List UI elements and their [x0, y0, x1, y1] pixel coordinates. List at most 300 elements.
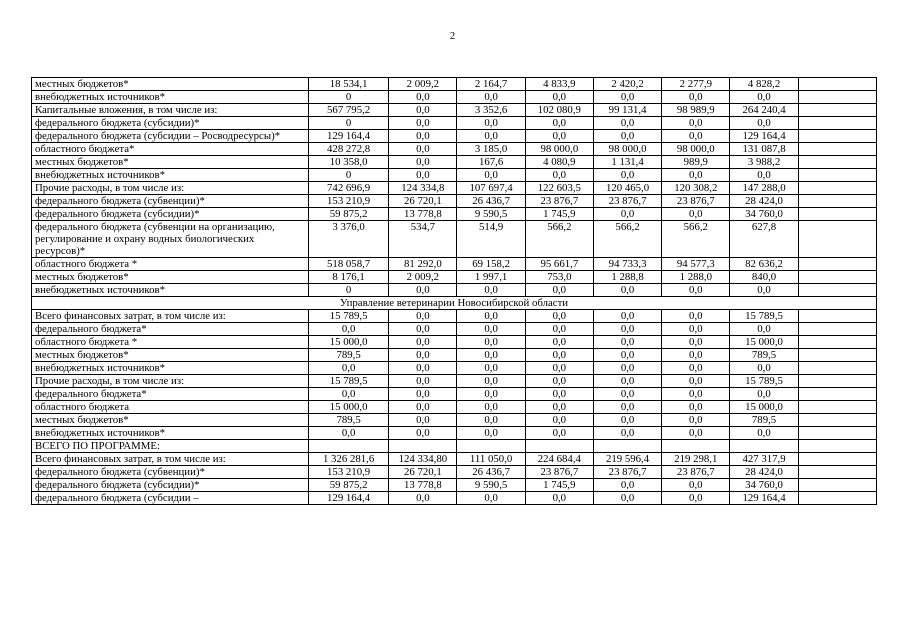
value-cell: 98 000,0 — [525, 143, 593, 156]
value-cell: 0,0 — [662, 479, 730, 492]
value-cell: 2 164,7 — [457, 78, 525, 91]
value-cell: 3 988,2 — [730, 156, 798, 169]
value-cell: 0,0 — [662, 130, 730, 143]
budget-table — [31, 77, 877, 505]
value-cell: 0,0 — [593, 284, 661, 297]
value-cell: 147 288,0 — [730, 182, 798, 195]
value-cell — [730, 440, 798, 453]
value-cell — [798, 310, 876, 323]
value-cell: 0,0 — [662, 91, 730, 104]
value-cell — [593, 440, 661, 453]
value-cell — [662, 440, 730, 453]
value-cell: 1 326 281,6 — [308, 453, 388, 466]
value-cell — [525, 440, 593, 453]
value-cell: 124 334,80 — [389, 453, 457, 466]
value-cell — [457, 440, 525, 453]
row-label: Капитальные вложения, в том числе из: — [32, 104, 309, 117]
row-label: внебюджетных источников* — [32, 91, 309, 104]
value-cell: 0,0 — [525, 492, 593, 505]
table-row — [32, 310, 877, 323]
value-cell — [798, 466, 876, 479]
value-cell: 0,0 — [457, 362, 525, 375]
value-cell: 129 164,4 — [308, 130, 388, 143]
value-cell: 0,0 — [662, 117, 730, 130]
value-cell: 0,0 — [308, 427, 388, 440]
value-cell: 0,0 — [389, 284, 457, 297]
row-label: Всего финансовых затрат, в том числе из: — [32, 310, 309, 323]
value-cell — [798, 388, 876, 401]
table-row — [32, 349, 877, 362]
value-cell: 0,0 — [389, 349, 457, 362]
value-cell: 0,0 — [593, 362, 661, 375]
value-cell — [798, 78, 876, 91]
row-label: внебюджетных источников* — [32, 284, 309, 297]
value-cell: 0,0 — [457, 349, 525, 362]
value-cell — [798, 492, 876, 505]
value-cell: 26 720,1 — [389, 466, 457, 479]
value-cell: 2 420,2 — [593, 78, 661, 91]
value-cell: 2 009,2 — [389, 271, 457, 284]
table-row — [32, 91, 877, 104]
value-cell: 534,7 — [389, 221, 457, 258]
row-label: федерального бюджета (субвенции на организацию, регулирование и охрану водных биологических ресурсов)* — [32, 221, 309, 258]
value-cell: 0,0 — [308, 362, 388, 375]
table-row — [32, 258, 877, 271]
value-cell: 34 760,0 — [730, 208, 798, 221]
value-cell — [798, 479, 876, 492]
table-row — [32, 336, 877, 349]
value-cell: 28 424,0 — [730, 195, 798, 208]
value-cell: 13 778,8 — [389, 479, 457, 492]
value-cell: 742 696,9 — [308, 182, 388, 195]
value-cell — [798, 208, 876, 221]
value-cell: 0,0 — [593, 375, 661, 388]
value-cell: 518 058,7 — [308, 258, 388, 271]
value-cell: 81 292,0 — [389, 258, 457, 271]
value-cell: 0,0 — [593, 336, 661, 349]
value-cell — [798, 271, 876, 284]
value-cell: 3 185,0 — [457, 143, 525, 156]
value-cell — [798, 117, 876, 130]
value-cell: 94 577,3 — [662, 258, 730, 271]
row-label: ВСЕГО ПО ПРОГРАММЕ: — [32, 440, 309, 453]
value-cell: 224 684,4 — [525, 453, 593, 466]
value-cell: 0,0 — [457, 427, 525, 440]
value-cell: 0,0 — [662, 414, 730, 427]
value-cell: 428 272,8 — [308, 143, 388, 156]
value-cell: 0,0 — [457, 169, 525, 182]
row-label: Всего финансовых затрат, в том числе из: — [32, 453, 309, 466]
value-cell: 0,0 — [389, 388, 457, 401]
value-cell: 129 164,4 — [308, 492, 388, 505]
value-cell: 0,0 — [389, 117, 457, 130]
value-cell: 0,0 — [389, 336, 457, 349]
value-cell: 15 789,5 — [308, 310, 388, 323]
value-cell: 0,0 — [730, 323, 798, 336]
value-cell: 1 288,0 — [662, 271, 730, 284]
value-cell — [308, 440, 388, 453]
table-row — [32, 323, 877, 336]
value-cell: 153 210,9 — [308, 195, 388, 208]
row-label: федерального бюджета (субсидии)* — [32, 208, 309, 221]
value-cell: 0,0 — [525, 117, 593, 130]
row-label: федерального бюджета (субвенции)* — [32, 195, 309, 208]
value-cell: 129 164,4 — [730, 130, 798, 143]
value-cell: 0,0 — [457, 130, 525, 143]
value-cell: 566,2 — [662, 221, 730, 258]
value-cell — [798, 91, 876, 104]
value-cell: 0,0 — [525, 310, 593, 323]
table-row — [32, 221, 877, 258]
value-cell: 0,0 — [457, 388, 525, 401]
value-cell: 0,0 — [457, 117, 525, 130]
value-cell: 26 720,1 — [389, 195, 457, 208]
value-cell: 131 087,8 — [730, 143, 798, 156]
row-label: Прочие расходы, в том числе из: — [32, 375, 309, 388]
value-cell — [798, 362, 876, 375]
value-cell: 23 876,7 — [593, 195, 661, 208]
value-cell: 0,0 — [730, 427, 798, 440]
table-row — [32, 453, 877, 466]
value-cell: 1 745,9 — [525, 479, 593, 492]
value-cell: 0,0 — [730, 169, 798, 182]
value-cell: 0,0 — [662, 401, 730, 414]
value-cell: 0,0 — [593, 492, 661, 505]
value-cell: 4 080,9 — [525, 156, 593, 169]
value-cell: 0,0 — [593, 388, 661, 401]
row-label: внебюджетных источников* — [32, 169, 309, 182]
row-label: федерального бюджета (субвенции)* — [32, 466, 309, 479]
value-cell: 95 661,7 — [525, 258, 593, 271]
value-cell: 0,0 — [593, 208, 661, 221]
value-cell — [798, 336, 876, 349]
value-cell: 0,0 — [457, 310, 525, 323]
table-row — [32, 479, 877, 492]
value-cell: 427 317,9 — [730, 453, 798, 466]
value-cell: 26 436,7 — [457, 195, 525, 208]
value-cell: 0,0 — [389, 91, 457, 104]
value-cell: 0,0 — [662, 310, 730, 323]
value-cell: 0,0 — [457, 336, 525, 349]
value-cell: 15 000,0 — [730, 336, 798, 349]
value-cell: 0,0 — [593, 401, 661, 414]
row-label: Прочие расходы, в том числе из: — [32, 182, 309, 195]
value-cell: 753,0 — [525, 271, 593, 284]
value-cell: 15 000,0 — [308, 401, 388, 414]
value-cell: 264 240,4 — [730, 104, 798, 117]
value-cell: 120 308,2 — [662, 182, 730, 195]
value-cell: 59 875,2 — [308, 208, 388, 221]
value-cell: 0,0 — [593, 349, 661, 362]
value-cell — [389, 440, 457, 453]
value-cell — [798, 414, 876, 427]
value-cell: 0,0 — [730, 284, 798, 297]
value-cell: 789,5 — [730, 349, 798, 362]
table-row — [32, 156, 877, 169]
value-cell: 0,0 — [389, 427, 457, 440]
value-cell: 153 210,9 — [308, 466, 388, 479]
table-row — [32, 143, 877, 156]
value-cell: 0,0 — [593, 310, 661, 323]
value-cell: 82 636,2 — [730, 258, 798, 271]
value-cell: 0,0 — [525, 388, 593, 401]
value-cell: 99 131,4 — [593, 104, 661, 117]
value-cell: 0,0 — [389, 492, 457, 505]
value-cell: 567 795,2 — [308, 104, 388, 117]
value-cell: 15 000,0 — [730, 401, 798, 414]
row-label: областного бюджета * — [32, 258, 309, 271]
value-cell: 34 760,0 — [730, 479, 798, 492]
row-label: областного бюджета — [32, 401, 309, 414]
value-cell: 627,8 — [730, 221, 798, 258]
table-row — [32, 208, 877, 221]
value-cell: 840,0 — [730, 271, 798, 284]
value-cell: 69 158,2 — [457, 258, 525, 271]
value-cell — [798, 375, 876, 388]
value-cell: 107 697,4 — [457, 182, 525, 195]
value-cell: 219 298,1 — [662, 453, 730, 466]
value-cell: 0,0 — [593, 117, 661, 130]
value-cell: 0,0 — [457, 401, 525, 414]
value-cell: 2 277,9 — [662, 78, 730, 91]
row-label: внебюджетных источников* — [32, 362, 309, 375]
table-section-row — [32, 297, 877, 310]
value-cell: 566,2 — [525, 221, 593, 258]
value-cell: 0,0 — [389, 323, 457, 336]
value-cell: 789,5 — [308, 414, 388, 427]
table-row — [32, 388, 877, 401]
value-cell: 0,0 — [593, 414, 661, 427]
value-cell: 0,0 — [525, 284, 593, 297]
value-cell: 0 — [308, 169, 388, 182]
value-cell: 129 164,4 — [730, 492, 798, 505]
row-label: областного бюджета * — [32, 336, 309, 349]
value-cell: 989,9 — [662, 156, 730, 169]
value-cell: 15 000,0 — [308, 336, 388, 349]
value-cell — [798, 284, 876, 297]
value-cell: 102 080,9 — [525, 104, 593, 117]
table-row — [32, 104, 877, 117]
value-cell: 15 789,5 — [730, 375, 798, 388]
table-row — [32, 375, 877, 388]
value-cell: 122 603,5 — [525, 182, 593, 195]
table-row — [32, 427, 877, 440]
value-cell — [798, 169, 876, 182]
value-cell — [798, 258, 876, 271]
value-cell: 0,0 — [662, 349, 730, 362]
value-cell: 3 376,0 — [308, 221, 388, 258]
value-cell: 0,0 — [525, 323, 593, 336]
value-cell: 0 — [308, 117, 388, 130]
value-cell: 0,0 — [389, 401, 457, 414]
value-cell: 0,0 — [457, 284, 525, 297]
table-row — [32, 117, 877, 130]
table-row — [32, 401, 877, 414]
value-cell: 0,0 — [662, 169, 730, 182]
value-cell: 0 — [308, 284, 388, 297]
value-cell: 0,0 — [457, 492, 525, 505]
value-cell: 0,0 — [525, 414, 593, 427]
value-cell: 0,0 — [730, 117, 798, 130]
value-cell: 2 009,2 — [389, 78, 457, 91]
value-cell: 0,0 — [308, 388, 388, 401]
value-cell: 13 778,8 — [389, 208, 457, 221]
table-row — [32, 130, 877, 143]
row-label: внебюджетных источников* — [32, 427, 309, 440]
value-cell: 0,0 — [662, 284, 730, 297]
value-cell: 8 176,1 — [308, 271, 388, 284]
value-cell: 4 828,2 — [730, 78, 798, 91]
value-cell: 0,0 — [525, 130, 593, 143]
value-cell: 23 876,7 — [662, 195, 730, 208]
value-cell: 566,2 — [593, 221, 661, 258]
value-cell: 9 590,5 — [457, 479, 525, 492]
value-cell: 0,0 — [525, 401, 593, 414]
value-cell: 10 358,0 — [308, 156, 388, 169]
value-cell: 0,0 — [389, 104, 457, 117]
value-cell: 0,0 — [389, 375, 457, 388]
row-label: федерального бюджета (субсидии – Росводресурсы)* — [32, 130, 309, 143]
value-cell: 0,0 — [389, 310, 457, 323]
value-cell — [798, 427, 876, 440]
row-label: федерального бюджета* — [32, 323, 309, 336]
value-cell: 0,0 — [389, 130, 457, 143]
value-cell — [798, 221, 876, 258]
table-row — [32, 182, 877, 195]
value-cell: 1 288,8 — [593, 271, 661, 284]
value-cell: 1 745,9 — [525, 208, 593, 221]
value-cell: 0,0 — [662, 427, 730, 440]
table-row — [32, 78, 877, 91]
row-label: областного бюджета* — [32, 143, 309, 156]
value-cell: 789,5 — [730, 414, 798, 427]
value-cell: 514,9 — [457, 221, 525, 258]
value-cell — [798, 156, 876, 169]
value-cell: 0,0 — [662, 336, 730, 349]
row-label: местных бюджетов* — [32, 78, 309, 91]
value-cell: 26 436,7 — [457, 466, 525, 479]
section-heading: Управление ветеринарии Новосибирской области — [32, 297, 877, 310]
value-cell: 0,0 — [662, 208, 730, 221]
value-cell: 0,0 — [389, 414, 457, 427]
row-label: местных бюджетов* — [32, 156, 309, 169]
value-cell: 0,0 — [308, 323, 388, 336]
table-row — [32, 492, 877, 505]
value-cell: 0,0 — [593, 130, 661, 143]
table-row — [32, 362, 877, 375]
value-cell — [798, 143, 876, 156]
value-cell: 0,0 — [525, 336, 593, 349]
value-cell: 0,0 — [457, 414, 525, 427]
value-cell: 219 596,4 — [593, 453, 661, 466]
value-cell: 111 050,0 — [457, 453, 525, 466]
value-cell: 28 424,0 — [730, 466, 798, 479]
row-label: федерального бюджета (субсидии – — [32, 492, 309, 505]
row-label: федерального бюджета* — [32, 388, 309, 401]
value-cell — [798, 401, 876, 414]
value-cell: 0,0 — [525, 349, 593, 362]
table-row — [32, 271, 877, 284]
value-cell: 15 789,5 — [730, 310, 798, 323]
value-cell: 0,0 — [593, 169, 661, 182]
value-cell: 9 590,5 — [457, 208, 525, 221]
row-label: местных бюджетов* — [32, 271, 309, 284]
value-cell: 94 733,3 — [593, 258, 661, 271]
value-cell: 0,0 — [593, 323, 661, 336]
value-cell: 1 997,1 — [457, 271, 525, 284]
value-cell: 0,0 — [662, 492, 730, 505]
value-cell: 98 989,9 — [662, 104, 730, 117]
value-cell: 4 833,9 — [525, 78, 593, 91]
value-cell: 0,0 — [525, 91, 593, 104]
value-cell: 0,0 — [457, 375, 525, 388]
value-cell: 0,0 — [389, 169, 457, 182]
table-row — [32, 284, 877, 297]
value-cell — [798, 182, 876, 195]
value-cell: 0,0 — [389, 143, 457, 156]
row-label: федерального бюджета (субсидии)* — [32, 117, 309, 130]
value-cell: 0,0 — [389, 362, 457, 375]
value-cell: 1 131,4 — [593, 156, 661, 169]
value-cell: 0,0 — [593, 91, 661, 104]
table-row — [32, 466, 877, 479]
value-cell: 0,0 — [525, 169, 593, 182]
value-cell: 23 876,7 — [593, 466, 661, 479]
value-cell: 0,0 — [457, 91, 525, 104]
value-cell: 0,0 — [389, 156, 457, 169]
value-cell — [798, 323, 876, 336]
row-label: местных бюджетов* — [32, 414, 309, 427]
value-cell: 0,0 — [457, 323, 525, 336]
table-row — [32, 440, 877, 453]
row-label: федерального бюджета (субсидии)* — [32, 479, 309, 492]
page-number: 2 — [449, 31, 456, 42]
value-cell: 98 000,0 — [593, 143, 661, 156]
value-cell: 0 — [308, 91, 388, 104]
value-cell: 98 000,0 — [662, 143, 730, 156]
value-cell: 0,0 — [662, 323, 730, 336]
table-row — [32, 195, 877, 208]
value-cell: 789,5 — [308, 349, 388, 362]
value-cell — [798, 104, 876, 117]
value-cell: 0,0 — [662, 375, 730, 388]
value-cell — [798, 453, 876, 466]
value-cell: 0,0 — [593, 427, 661, 440]
value-cell: 23 876,7 — [525, 195, 593, 208]
value-cell: 120 465,0 — [593, 182, 661, 195]
value-cell: 0,0 — [662, 362, 730, 375]
value-cell: 0,0 — [730, 362, 798, 375]
value-cell: 59 875,2 — [308, 479, 388, 492]
value-cell: 23 876,7 — [525, 466, 593, 479]
value-cell: 0,0 — [593, 479, 661, 492]
value-cell: 0,0 — [525, 362, 593, 375]
table-row — [32, 414, 877, 427]
value-cell: 0,0 — [525, 375, 593, 388]
value-cell — [798, 130, 876, 143]
value-cell: 0,0 — [662, 388, 730, 401]
value-cell: 18 534,1 — [308, 78, 388, 91]
value-cell: 0,0 — [730, 91, 798, 104]
value-cell — [798, 349, 876, 362]
value-cell — [798, 195, 876, 208]
value-cell: 15 789,5 — [308, 375, 388, 388]
row-label: местных бюджетов* — [32, 349, 309, 362]
value-cell — [798, 440, 876, 453]
table-row — [32, 169, 877, 182]
value-cell: 0,0 — [730, 388, 798, 401]
value-cell: 3 352,6 — [457, 104, 525, 117]
